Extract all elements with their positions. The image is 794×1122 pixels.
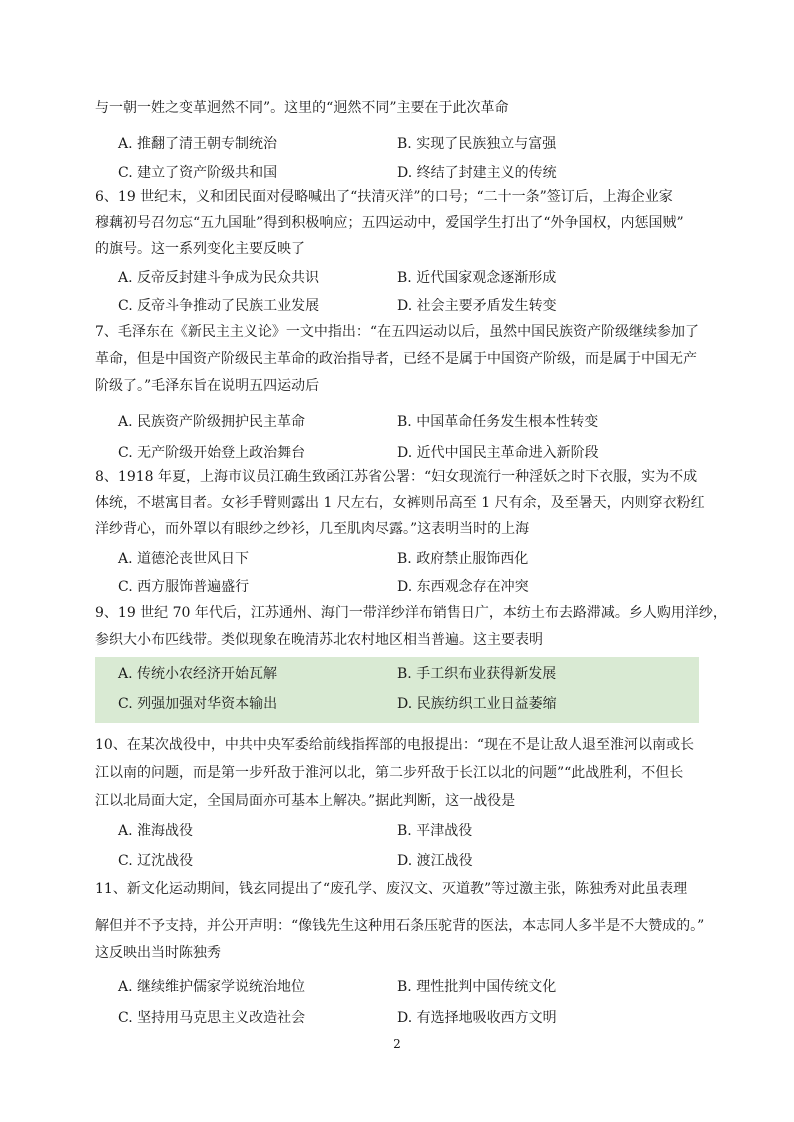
question-11-stem-line-2: 解但并不予支持，并公开声明：“像钱先生这种用石条压驼背的医法，本志同人多半是不大赞成的。” xyxy=(95,918,705,934)
question-10-stem-line-2: 江以南的问题，而是第一步歼敌于淮河以北，第二步歼敌于长江以北的问题”“此战胜利，不但长 xyxy=(95,765,684,781)
question-7-stem-line-2: 革命，但是中国资产阶级民主革命的政治指导者，已经不是属于中国资产阶级，而是属于中国无产 xyxy=(95,351,697,367)
question-8-stem-line-2: 体统，不堪寓目者。女衫手臂则露出 1 尺左右，女裤则吊高至 1 尺有余，及至暑天，内则穿衣粉红 xyxy=(95,495,705,511)
question-11-option-c: C. 坚持用马克思主义改造社会 xyxy=(118,1010,306,1026)
question-8-option-a: A. 道德沦丧世风日下 xyxy=(118,551,250,567)
question-11-stem-line-3: 这反映出当时陈独秀 xyxy=(95,945,221,961)
question-9-stem-line-1: 9、19 世纪 70 年代后，江苏通州、海门一带洋纱洋布销售日广，本纺土布去路滞减。乡人购用洋纱， xyxy=(95,605,727,621)
question-9-option-a: A. 传统小农经济开始瓦解 xyxy=(118,666,278,682)
question-7-stem-line-1: 7、毛泽东在《新民主主义论》一文中指出：“在五四运动以后，虽然中国民族资产阶级继续参加了 xyxy=(95,324,700,340)
question-8-option-c: C. 西方服饰普遍盛行 xyxy=(118,579,250,595)
question-11-option-b: B. 理性批判中国传统文化 xyxy=(397,979,557,995)
question-8-option-d: D. 东西观念存在冲突 xyxy=(397,579,529,595)
question-9-option-b: B. 手工织布业获得新发展 xyxy=(397,666,557,682)
question-6-option-d: D. 社会主要矛盾发生转变 xyxy=(397,298,557,314)
question-10-stem-line-3: 江以北局面大定，全国局面亦可基本上解决。”据此判断，这一战役是 xyxy=(95,793,516,809)
question-11-option-d: D. 有选择地吸收西方文明 xyxy=(397,1010,557,1026)
question-6-stem-line-2: 穆藕初号召勿忘“五九国耻”得到积极响应；五四运动中，爱国学生打出了“外争国权，内惩国贼” xyxy=(95,215,684,231)
question-7-option-d: D. 近代中国民主革命进入新阶段 xyxy=(397,445,599,461)
question-7-option-a: A. 民族资产阶级拥护民主革命 xyxy=(118,414,306,430)
question-6-option-a: A. 反帝反封建斗争成为民众共识 xyxy=(118,270,320,286)
question-6-option-c: C. 反帝斗争推动了民族工业发展 xyxy=(118,298,320,314)
question-10-stem-line-1: 10、在某次战役中，中共中央军委给前线指挥部的电报提出：“现在不是让敌人退至淮河以南或长 xyxy=(95,737,694,753)
question-9-stem-line-2: 参织大小布匹线带。类似现象在晚清苏北农村地区相当普遍。这主要表明 xyxy=(95,632,543,648)
question-6-stem-line-3: 的旗号。这一系列变化主要反映了 xyxy=(95,241,305,257)
question-9-option-d: D. 民族纺织工业日益萎缩 xyxy=(397,696,557,712)
question-8-option-b: B. 政府禁止服饰西化 xyxy=(397,551,529,567)
question-10-option-a: A. 淮海战役 xyxy=(118,823,194,839)
question-7-option-b: B. 中国革命任务发生根本性转变 xyxy=(397,414,599,430)
question-5-option-a: A. 推翻了清王朝专制统治 xyxy=(118,136,278,152)
page-number: 2 xyxy=(393,1037,401,1051)
question-5-option-c: C. 建立了资产阶级共和国 xyxy=(118,165,278,181)
question-9-option-c: C. 列强加强对华资本输出 xyxy=(118,696,278,712)
question-7-option-c: C. 无产阶级开始登上政治舞台 xyxy=(118,445,306,461)
question-5-option-d: D. 终结了封建主义的传统 xyxy=(397,165,557,181)
question-6-option-b: B. 近代国家观念逐渐形成 xyxy=(397,270,557,286)
question-8-stem-line-3: 洋纱背心，而外罩以有眼纱之纱衫，几至肌肉尽露。”这表明当时的上海 xyxy=(95,521,530,537)
question-8-stem-line-1: 8、1918 年夏，上海市议员江确生致函江苏省公署：“妇女现流行一种淫妖之时下衣服，实为不成 xyxy=(95,469,698,485)
question-10-option-d: D. 渡江战役 xyxy=(397,853,473,869)
question-6-stem-line-1: 6、19 世纪末，义和团民面对侵略喊出了“扶清灭洋”的口号；“二十一条”签订后，上海企业家 xyxy=(95,189,673,205)
question-11-stem-line-1: 11、新文化运动期间，钱玄同提出了“废孔学、废汉文、灭道教”等过激主张，陈独秀对此虽表理 xyxy=(95,881,688,897)
question-5-stem: 与一朝一姓之变革迥然不同”。这里的“迥然不同”主要在于此次革命 xyxy=(95,100,509,116)
question-11-option-a: A. 继续维护儒家学说统治地位 xyxy=(118,979,306,995)
question-7-stem-line-3: 阶级了。”毛泽东旨在说明五四运动后 xyxy=(95,378,320,394)
question-10-option-c: C. 辽沈战役 xyxy=(118,853,194,869)
question-5-option-b: B. 实现了民族独立与富强 xyxy=(397,136,557,152)
question-10-option-b: B. 平津战役 xyxy=(397,823,473,839)
